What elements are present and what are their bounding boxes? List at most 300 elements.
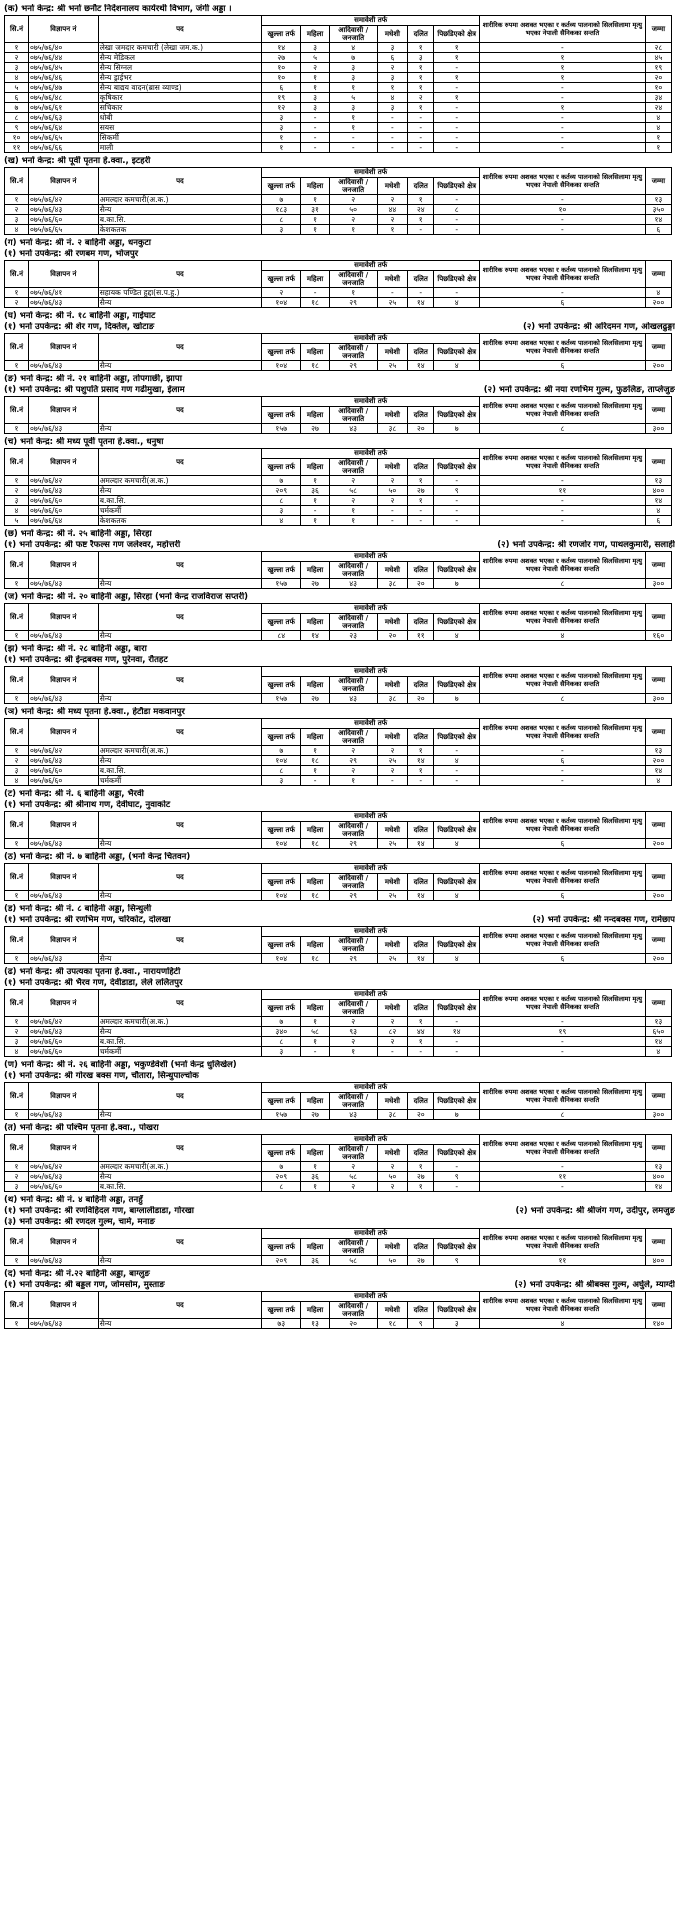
value-cell: १ [5,839,29,849]
col-women: महिला [301,677,329,694]
col-women: महिला [301,1093,329,1110]
value-cell: १ [329,776,377,786]
value-cell: ७ [262,476,301,486]
col-backward: पिछडिएको क्षेत्र [434,344,480,361]
table-row [5,143,672,153]
col-madhesi: मधेशी [377,26,408,43]
subcenter-left: (१) भर्ना उपकेन्द्र: श्री पशुपति प्रसाद गण गढीमुखा, ईलाम [4,385,185,395]
post-cell: माली [98,143,261,153]
subcenter-line [4,249,675,259]
ad-cell: ०७५/७६/४३ [28,1172,98,1182]
value-cell: १४ [645,1037,671,1047]
table-row [5,123,672,133]
value-cell: २ [329,215,377,225]
col-martyr: शारीरिक रुपमा अशक्त भएका र कर्तव्य पालनाको सिलसिलामा मृत्यु भएका नेपाली सैनिकका सन्तति [480,397,646,424]
value-cell: ८ [480,579,646,589]
value-cell: ९ [434,1256,480,1266]
value-cell: - [329,133,377,143]
col-post: पद [98,397,261,424]
value-cell: २०० [645,361,671,371]
table-row [5,476,672,486]
value-cell: ३४० [262,1027,301,1037]
value-cell: १ [408,43,434,53]
value-cell: ६५० [645,1027,671,1037]
value-cell: २९ [329,756,377,766]
value-cell: ६ [480,891,646,901]
col-post: पद [98,812,261,839]
value-cell: - [377,143,408,153]
value-cell: ८ [480,1110,646,1120]
value-cell: ७ [262,746,301,756]
value-cell: - [301,288,329,298]
value-cell: - [301,123,329,133]
value-cell: ४ [5,506,29,516]
col-inclusive: समावेशी तर्फ [262,1135,480,1145]
section-heading: (क) भर्ना केन्द्र: श्री भर्ना छनौट निर्देशनालय कार्यरथी विभाग, जंगी अड्डा । [4,4,232,14]
value-cell: २ [329,1037,377,1047]
value-cell: - [434,63,480,73]
col-dalit: दलित [408,614,434,631]
value-cell: ४४ [408,1027,434,1037]
value-cell: - [434,288,480,298]
col-total: जम्मा [645,16,671,43]
value-cell: २ [301,63,329,73]
ad-cell: ०७५/७६/६० [28,1047,98,1057]
table-row [5,756,672,766]
col-martyr: शारीरिक रुपमा अशक्त भएका र कर्तव्य पालनाको सिलसिलामा मृत्यु भएका नेपाली सैनिकका सन्तति [480,1229,646,1256]
value-cell: २३ [329,631,377,641]
col-martyr: शारीरिक रुपमा अशक्त भएका र कर्तव्य पालनाको सिलसिलामा मृत्यु भएका नेपाली सैनिकका सन्तति [480,667,646,694]
ad-cell: ०७५/७६/४३ [28,1110,98,1120]
table-row [5,288,672,298]
col-ad: विज्ञापन नं [28,334,98,361]
post-cell: ब.का.सि. [98,215,261,225]
table-row [5,954,672,964]
table-row [5,1037,672,1047]
post-cell: सैन्य [98,1256,261,1266]
col-madhesi: मधेशी [377,677,408,694]
value-cell: १ [301,476,329,486]
value-cell: - [377,506,408,516]
col-post: पद [98,927,261,954]
subcenter-extra: (३) भर्ना उपकेन्द्र: श्री रणदल गुल्म, चामे, मनाङ [4,1217,155,1227]
vacancy-table [4,603,672,641]
value-cell: ४३ [329,1110,377,1120]
value-cell: १३ [645,1162,671,1172]
value-cell: - [301,776,329,786]
value-cell: ११ [408,631,434,641]
section-heading: (ठ) भर्ना केन्द्र: श्री नं. ७ बाहिनी अड्डा, (भर्ना केन्द्र चितवन) [4,852,191,862]
col-post: पद [98,864,261,891]
value-cell: २ [329,746,377,756]
col-adivasi: आदिवासी /जनजाति [329,729,377,746]
value-cell: १ [5,694,29,704]
value-cell: ४ [434,631,480,641]
post-cell: सचिकार [98,103,261,113]
value-cell: ६ [5,93,29,103]
vacancy-table [4,551,672,589]
ad-cell: ०७५/७६/६० [28,1182,98,1192]
col-total: जम्मा [645,397,671,424]
subcenter-line [4,915,675,925]
value-cell: - [480,215,646,225]
value-cell: ३ [301,93,329,103]
value-cell: १ [377,225,408,235]
value-cell: ९ [434,486,480,496]
value-cell: १४ [645,1182,671,1192]
col-inclusive: समावेशी तर्फ [262,1229,480,1239]
value-cell: १९ [262,93,301,103]
value-cell: २० [408,694,434,704]
value-cell: १४ [645,496,671,506]
col-dalit: दलित [408,407,434,424]
col-open: खुल्ला तर्फ [262,26,301,43]
value-cell: २० [408,1110,434,1120]
col-sn: सि.नं [5,168,29,195]
col-ad: विज्ञापन नं [28,168,98,195]
subcenter-left: (१) भर्ना उपकेन्द्र: श्री रणविहिदल गण, बाग्लालीडाडा, गोरखा [4,1206,194,1216]
col-martyr: शारीरिक रुपमा अशक्त भएका र कर्तव्य पालनाको सिलसिलामा मृत्यु भएका नेपाली सैनिकका सन्तति [480,990,646,1017]
value-cell: १८ [301,361,329,371]
value-cell: - [480,746,646,756]
value-cell: - [408,506,434,516]
col-post: पद [98,1229,261,1256]
col-ad: विज्ञापन नं [28,1083,98,1110]
post-cell: ब.का.सि. [98,1182,261,1192]
ad-cell: ०७५/७६/४३ [28,579,98,589]
table-row [5,1110,672,1120]
value-cell: १ [5,1110,29,1120]
col-martyr: शारीरिक रुपमा अशक्त भएका र कर्तव्य पालनाको सिलसिलामा मृत्यु भएका नेपाली सैनिकका सन्तति [480,1292,646,1319]
value-cell: १ [301,1017,329,1027]
ad-cell: ०७५/७६/४३ [28,1256,98,1266]
value-cell: १०४ [262,298,301,308]
col-ad: विज्ञापन नं [28,397,98,424]
value-cell: - [480,288,646,298]
value-cell: - [434,143,480,153]
col-inclusive: समावेशी तर्फ [262,449,480,459]
ad-cell: ०७५/७६/४३ [28,486,98,496]
value-cell: ९ [5,123,29,133]
section-heading: (ण) भर्ना केन्द्र: श्री नं. २६ बाहिनी अड्डा, भकुण्डेवेशी (भर्ना केन्द्र धुलिखेल) [4,1060,237,1070]
vacancy-table [4,1134,672,1192]
value-cell: ५० [377,1256,408,1266]
subcenter-left: (१) भर्ना उपकेन्द्र: श्री शेर गण, दिक्तेल, खोटाङ [4,322,155,332]
value-cell: - [434,123,480,133]
table-row [5,93,672,103]
value-cell: ३ [262,506,301,516]
subcenter-line [4,322,675,332]
post-cell: चर्मकर्मी [98,776,261,786]
vacancy-table [4,811,672,849]
post-cell: सैन्य [98,756,261,766]
table-row [5,776,672,786]
value-cell: - [377,133,408,143]
value-cell: २ [329,1182,377,1192]
value-cell: ६ [480,954,646,964]
ad-cell: ०७५/७६/६० [28,1037,98,1047]
col-women: महिला [301,178,329,195]
value-cell: १ [5,43,29,53]
subcenter-left: (१) भर्ना उपकेन्द्र: श्री श्रीनाथ गण, देवीघाट, नुवाकोट [4,800,171,810]
col-backward: पिछडिएको क्षेत्र [434,407,480,424]
section-heading: (ञ) भर्ना केन्द्र: श्री मध्य पृतना हे.क्वा., हेटौडा मकवानपुर [4,707,185,717]
value-cell: ३ [5,766,29,776]
value-cell: - [408,776,434,786]
col-dalit: दलित [408,1093,434,1110]
post-cell: सैन्य [98,954,261,964]
col-women: महिला [301,1000,329,1017]
value-cell: १ [434,43,480,53]
value-cell: १०४ [262,839,301,849]
value-cell: २ [329,195,377,205]
col-sn: सि.नं [5,927,29,954]
value-cell: - [480,43,646,53]
value-cell: २५ [377,839,408,849]
col-open: खुल्ला तर्फ [262,1000,301,1017]
col-madhesi: मधेशी [377,271,408,288]
post-cell: सैन्य बाद्यय वादन(ब्रास व्याण्ड) [98,83,261,93]
value-cell: ४ [5,776,29,786]
col-open: खुल्ला तर्फ [262,729,301,746]
value-cell: ९ [434,1172,480,1182]
subcenter-line [4,1280,675,1290]
col-post: पद [98,261,261,288]
value-cell: - [434,476,480,486]
post-cell: लेखा जमदार कमचारी (लेखा जम.क.) [98,43,261,53]
col-dalit: दलित [408,1145,434,1162]
col-sn: सि.नं [5,1292,29,1319]
value-cell: २ [329,476,377,486]
value-cell: ८ [262,1037,301,1047]
value-cell: - [434,103,480,113]
value-cell: ३ [301,103,329,113]
post-cell: सैन्य [98,1319,261,1329]
col-women: महिला [301,937,329,954]
table-row [5,766,672,776]
value-cell: - [301,143,329,153]
col-sn: सि.नं [5,397,29,424]
value-cell: - [480,83,646,93]
value-cell: - [434,506,480,516]
value-cell: २९ [329,891,377,901]
value-cell: २ [5,298,29,308]
value-cell: १८ [377,1319,408,1329]
ad-cell: ०७५/७६/६६ [28,143,98,153]
col-open: खुल्ला तर्फ [262,407,301,424]
value-cell: १ [301,516,329,526]
col-post: पद [98,449,261,476]
value-cell: १ [480,53,646,63]
value-cell: ३ [329,103,377,113]
value-cell: २० [408,424,434,434]
col-total: जम्मा [645,990,671,1017]
value-cell: ५० [377,486,408,496]
value-cell: ४ [434,954,480,964]
col-adivasi: आदिवासी /जनजाति [329,344,377,361]
value-cell: १४ [408,298,434,308]
post-cell: सैन्य ड्राईभर [98,73,261,83]
ad-cell: ०७५/७६/४१ [28,288,98,298]
value-cell: ३०० [645,1110,671,1120]
table-row [5,506,672,516]
col-post: पद [98,334,261,361]
value-cell: २ [262,288,301,298]
post-cell: सैन्य [98,1172,261,1182]
col-dalit: दलित [408,459,434,476]
value-cell: ४ [377,93,408,103]
ad-cell: ०७५/७६/६० [28,776,98,786]
post-cell: सैन्य [98,891,261,901]
col-backward: पिछडिएको क्षेत्र [434,729,480,746]
value-cell: २९ [329,839,377,849]
col-dalit: दलित [408,178,434,195]
value-cell: २०९ [262,1172,301,1182]
value-cell: ७ [434,1110,480,1120]
value-cell: ३ [5,1182,29,1192]
value-cell: १४ [408,756,434,766]
section-heading: (झ) भर्ना केन्द्र: श्री नं. २८ बाहिनी अड्डा, बारा [4,644,147,654]
post-cell: ब.का.सि. [98,496,261,506]
col-open: खुल्ला तर्फ [262,677,301,694]
value-cell: ७३ [262,1319,301,1329]
value-cell: ४ [480,1319,646,1329]
col-post: पद [98,604,261,631]
ad-cell: ०७५/७६/६४ [28,123,98,133]
value-cell: - [434,225,480,235]
section-heading: (ड) भर्ना केन्द्र: श्री नं. ८ बाहिनी अड्डा, सिन्धुली [4,904,152,914]
value-cell: १ [301,746,329,756]
col-backward: पिछडिएको क्षेत्र [434,1000,480,1017]
col-women: महिला [301,1239,329,1256]
col-inclusive: समावेशी तर्फ [262,990,480,1000]
col-adivasi: आदिवासी /जनजाति [329,1093,377,1110]
col-women: महिला [301,271,329,288]
value-cell: १ [301,1182,329,1192]
value-cell: १ [434,73,480,83]
table-row [5,1162,672,1172]
table-row [5,361,672,371]
value-cell: - [434,83,480,93]
value-cell: - [434,1017,480,1027]
value-cell: १ [5,1017,29,1027]
subcenter-right: (२) भर्ना उपकेन्द्र: श्री श्रीबक्स गुल्म, अर्घुले, म्याग्दी [514,1280,675,1290]
value-cell: २५ [377,361,408,371]
col-post: पद [98,552,261,579]
subcenter-right: (२) भर्ना उपकेन्द्र: श्री नया रणभिम गुल्म, फुङलिङ, ताप्लेजुङ [483,385,675,395]
table-row [5,746,672,756]
col-martyr: शारीरिक रुपमा अशक्त भएका र कर्तव्य पालनाको सिलसिलामा मृत्यु भएका नेपाली सैनिकका सन्तति [480,812,646,839]
value-cell: ४ [645,1047,671,1057]
col-open: खुल्ला तर्फ [262,178,301,195]
value-cell: १ [262,133,301,143]
value-cell: ३०० [645,579,671,589]
value-cell: ११ [5,143,29,153]
value-cell: ३८ [377,424,408,434]
value-cell: १ [408,103,434,113]
value-cell: २९ [329,954,377,964]
col-sn: सि.नं [5,864,29,891]
subcenter-line [4,800,675,810]
ad-cell: ०७५/७६/६० [28,766,98,776]
value-cell: १८ [301,756,329,766]
value-cell: १ [434,53,480,63]
value-cell: १ [5,195,29,205]
post-cell: सैन्य [98,579,261,589]
post-cell: कृषिकार [98,93,261,103]
value-cell: १८ [301,298,329,308]
table-row [5,83,672,93]
section-heading: (ग) भर्ना केन्द्र: श्री नं. २ बाहिनी अड्डा, धनकुटा [4,238,151,248]
value-cell: १० [262,63,301,73]
value-cell: - [434,516,480,526]
col-adivasi: आदिवासी /जनजाति [329,562,377,579]
ad-cell: ०७५/७६/४३ [28,424,98,434]
value-cell: १ [408,766,434,776]
value-cell: १०४ [262,891,301,901]
table-row [5,486,672,496]
subcenter-left: (१) भर्ना उपकेन्द्र: श्री फष्ट रैफल्स गण जलेश्वर, महोत्तरी [4,540,181,550]
col-sn: सि.नं [5,552,29,579]
vacancy-table [4,718,672,786]
col-madhesi: मधेशी [377,1145,408,1162]
col-total: जम्मा [645,864,671,891]
col-dalit: दलित [408,937,434,954]
col-backward: पिछडिएको क्षेत्र [434,271,480,288]
value-cell: ७ [262,1017,301,1027]
ad-cell: ०७५/७६/६३ [28,113,98,123]
value-cell: ३५० [645,205,671,215]
col-inclusive: समावेशी तर्फ [262,927,480,937]
value-cell: २ [329,1017,377,1027]
value-cell: ५८ [329,1172,377,1182]
col-inclusive: समावेशी तर्फ [262,1292,480,1302]
value-cell: ४ [5,1047,29,1057]
value-cell: २८ [645,43,671,53]
value-cell: २९ [329,298,377,308]
value-cell: १ [480,63,646,73]
value-cell: १ [377,83,408,93]
post-cell: सैन्य [98,1027,261,1037]
value-cell: २ [377,63,408,73]
value-cell: १ [329,113,377,123]
value-cell: - [434,766,480,776]
value-cell: १२ [262,103,301,113]
subcenter-left: (१) भर्ना उपकेन्द्र: श्री रणबम गण, भोजपुर [4,249,139,259]
table-row [5,1319,672,1329]
col-inclusive: समावेशी तर्फ [262,667,480,677]
post-cell: सैन्य [98,205,261,215]
value-cell: ५८ [301,1027,329,1037]
value-cell: १ [5,954,29,964]
value-cell: ११ [480,486,646,496]
value-cell: - [301,133,329,143]
col-post: पद [98,667,261,694]
value-cell: ३०० [645,694,671,704]
value-cell: ४०० [645,1256,671,1266]
value-cell: २०९ [262,1256,301,1266]
value-cell: ७ [262,195,301,205]
col-women: महिला [301,729,329,746]
post-cell: चर्मकर्मी [98,506,261,516]
ad-cell: ०७५/७६/४३ [28,361,98,371]
col-ad: विज्ञापन नं [28,1292,98,1319]
table-row [5,1047,672,1057]
value-cell: १ [408,1017,434,1027]
col-total: जम्मा [645,334,671,361]
value-cell: १ [5,424,29,434]
table-row [5,1027,672,1037]
